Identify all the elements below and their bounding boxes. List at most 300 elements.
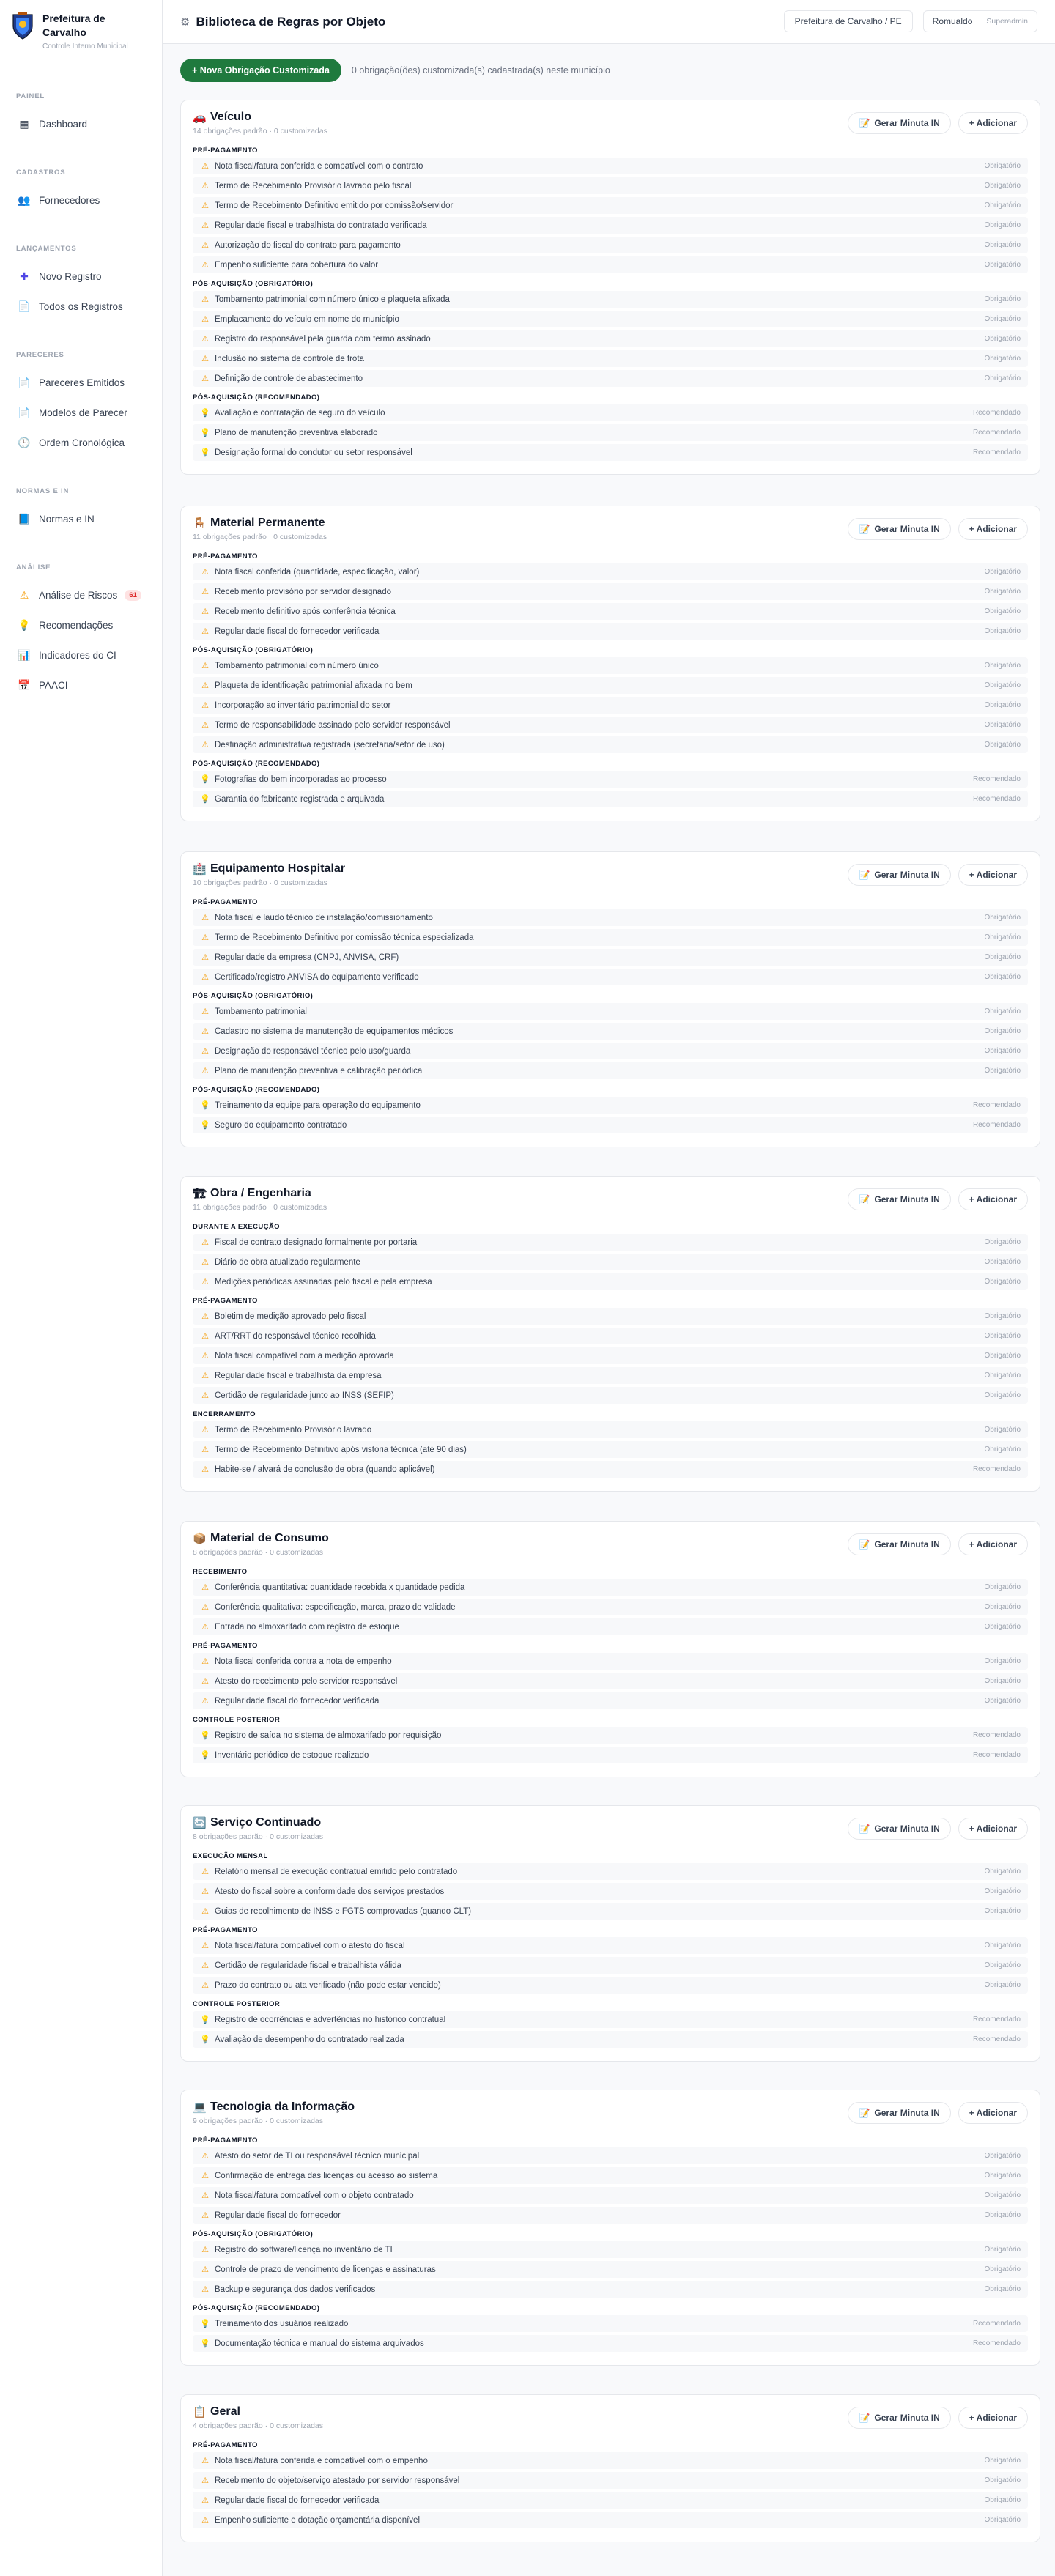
- computer-icon: 💻: [193, 2101, 207, 2114]
- coat-of-arms-icon: [10, 12, 35, 41]
- lightbulb-icon: 💡: [200, 775, 210, 784]
- group-label: PÓS-AQUISIÇÃO (RECOMENDADO): [193, 2304, 320, 2312]
- rule-row: [193, 2147, 1028, 2164]
- lightbulb-icon: 💡: [200, 1751, 210, 1760]
- rule-text: Inclusão no sistema de controle de frota: [215, 354, 364, 363]
- generate-draft-label: Gerar Minuta IN: [874, 2413, 940, 2423]
- rule-status-tag: Recomendado: [972, 429, 1021, 437]
- nav-section: [0, 169, 162, 215]
- rule-status-tag: Obrigatório: [984, 2246, 1021, 2254]
- generate-draft-button[interactable]: [848, 1818, 950, 1840]
- warning-icon: ⚠: [201, 1067, 209, 1076]
- rule-text: Nota fiscal/fatura conferida e compatível com o empenho: [215, 2456, 428, 2465]
- warning-icon: ⚠: [201, 1258, 209, 1267]
- generate-draft-button[interactable]: [848, 1188, 950, 1210]
- group-label: PÓS-AQUISIÇÃO (OBRIGATÓRIO): [193, 646, 314, 654]
- sidebar-item-label: Normas e IN: [39, 514, 95, 525]
- new-custom-obligation-button[interactable]: + Nova Obrigação Customizada: [180, 59, 341, 82]
- sidebar-item-label: Ordem Cronológica: [39, 437, 125, 448]
- rule-text: Regularidade fiscal do fornecedor verificada: [215, 626, 380, 636]
- brand-name-line1: Prefeitura de: [42, 12, 106, 24]
- card-obligation-count: 9 obrigações padrão · 0 customizadas: [193, 2117, 324, 2125]
- rule-status-tag: Obrigatório: [984, 2457, 1021, 2465]
- card-title-text: Tecnologia da Informação: [210, 2101, 355, 2113]
- rule-status-tag: Obrigatório: [984, 721, 1021, 729]
- package-icon: 📦: [193, 1533, 207, 1545]
- warning-icon: ⚠: [201, 241, 209, 250]
- rule-text: Registro de ocorrências e advertências no histórico contratual: [215, 2015, 446, 2024]
- rule-text: Fotografias do bem incorporadas ao processo: [215, 774, 387, 784]
- rule-status-tag: Recomendado: [972, 1731, 1021, 1739]
- sidebar-item-pareceres-emitidos[interactable]: [0, 368, 162, 398]
- rule-text: Certidão de regularidade fiscal e trabalhista válida: [215, 1961, 402, 1970]
- rule-status-tag: Obrigatório: [984, 568, 1021, 576]
- chart-icon: 📊: [18, 649, 31, 661]
- construction-icon: 🏗: [193, 1188, 207, 1200]
- rule-text: Designação do responsável técnico pelo uso/guarda: [215, 1046, 411, 1056]
- rule-row: [193, 929, 1028, 946]
- rule-row: [193, 1883, 1028, 1900]
- rule-status-tag: Obrigatório: [984, 2172, 1021, 2180]
- warning-icon: ⚠: [201, 1027, 209, 1036]
- warning-icon: ⚠: [201, 295, 209, 304]
- rule-row: [193, 1062, 1028, 1079]
- rule-text: Tombamento patrimonial: [215, 1007, 307, 1016]
- generate-draft-label: Gerar Minuta IN: [874, 118, 940, 128]
- risk-count-badge: 61: [125, 590, 141, 601]
- warning-icon: ⚠: [201, 701, 209, 710]
- rule-status-tag: Obrigatório: [984, 1887, 1021, 1895]
- generate-draft-button[interactable]: [848, 518, 950, 540]
- rule-row: [193, 197, 1028, 214]
- sidebar-item-indicadores-do-ci[interactable]: [0, 640, 162, 670]
- add-obligation-button[interactable]: + Adicionar: [958, 1188, 1028, 1210]
- rule-row: [193, 1747, 1028, 1763]
- rule-text: Nota fiscal e laudo técnico de instalação/comissionamento: [215, 913, 433, 922]
- rule-row: [193, 1234, 1028, 1251]
- rule-text: ART/RRT do responsável técnico recolhida: [215, 1331, 376, 1341]
- rule-row: [193, 791, 1028, 807]
- rule-text: Destinação administrativa registrada (secretaria/setor de uso): [215, 740, 445, 750]
- user-name: Romualdo: [932, 16, 973, 26]
- rule-status-tag: Obrigatório: [984, 1623, 1021, 1631]
- rule-row: [193, 1308, 1028, 1325]
- rule-card: [180, 100, 1040, 475]
- rule-row: [193, 2335, 1028, 2352]
- rule-row: [193, 1421, 1028, 1438]
- municipality-selector[interactable]: Prefeitura de Carvalho / PE: [784, 10, 913, 32]
- rule-text: Treinamento dos usuários realizado: [215, 2319, 349, 2328]
- sidebar: [0, 0, 163, 2576]
- rule-status-tag: Obrigatório: [984, 2516, 1021, 2524]
- rule-text: Recebimento definitivo após conferência técnica: [215, 607, 396, 616]
- rule-row: [193, 1863, 1028, 1880]
- rule-text: Emplacamento do veículo em nome do município: [215, 314, 399, 324]
- rule-row: [193, 2452, 1028, 2469]
- rule-status-tag: Obrigatório: [984, 335, 1021, 343]
- lightbulb-icon: 💡: [200, 795, 210, 804]
- rule-row: [193, 623, 1028, 640]
- rule-row: [193, 311, 1028, 327]
- rule-status-tag: Recomendado: [972, 1465, 1021, 1473]
- card-obligation-count: 14 obrigações padrão · 0 customizadas: [193, 127, 327, 136]
- rule-row: [193, 2167, 1028, 2184]
- card-title-text: Serviço Continuado: [210, 1816, 322, 1829]
- rule-text: Cadastro no sistema de manutenção de equipamentos médicos: [215, 1026, 454, 1036]
- rule-text: Plano de manutenção preventiva elaborado: [215, 428, 378, 437]
- rule-text: Tombamento patrimonial com número único: [215, 661, 379, 670]
- document-icon: 📝: [859, 1194, 870, 1204]
- rule-row: [193, 736, 1028, 753]
- warning-icon: ⚠: [201, 953, 209, 962]
- card-header: [193, 517, 1028, 541]
- rule-row: [193, 697, 1028, 714]
- rule-row: [193, 1023, 1028, 1040]
- rule-status-tag: Obrigatório: [984, 953, 1021, 961]
- card-body: [193, 2430, 1028, 2542]
- rule-status-tag: Obrigatório: [984, 1446, 1021, 1454]
- rule-text: Termo de Recebimento Definitivo após vistoria técnica (até 90 dias): [215, 1445, 467, 1454]
- generate-draft-button[interactable]: [848, 864, 950, 886]
- rule-status-tag: Obrigatório: [984, 261, 1021, 269]
- users-icon: 👥: [18, 194, 31, 206]
- sidebar-item-normas-e-in[interactable]: [0, 504, 162, 534]
- sidebar-item-label: Recomendações: [39, 620, 114, 631]
- group-label: PÓS-AQUISIÇÃO (RECOMENDADO): [193, 760, 320, 768]
- add-obligation-button[interactable]: + Adicionar: [958, 2102, 1028, 2124]
- rule-status-tag: Obrigatório: [984, 355, 1021, 363]
- rule-row: [193, 370, 1028, 387]
- rule-row: [193, 909, 1028, 926]
- rule-status-tag: Obrigatório: [984, 741, 1021, 749]
- clock-icon: 🕒: [18, 437, 31, 448]
- rule-text: Empenho suficiente para cobertura do valor: [215, 260, 379, 270]
- rule-status-tag: Obrigatório: [984, 1697, 1021, 1705]
- card-actions: [848, 864, 1028, 886]
- warning-icon: ⚠: [201, 681, 209, 690]
- rule-text: Guias de recolhimento de INSS e FGTS comprovadas (quando CLT): [215, 1906, 472, 1916]
- rule-status-tag: Obrigatório: [984, 914, 1021, 922]
- card-title-text: Obra / Engenharia: [210, 1187, 311, 1199]
- nav-section: [0, 245, 162, 322]
- warning-icon: ⚠: [201, 1677, 209, 1686]
- nav-heading: NORMAS E IN: [16, 487, 70, 495]
- warning-icon: ⚠: [201, 2246, 209, 2254]
- rule-row: [193, 1903, 1028, 1920]
- lightbulb-icon: 💡: [200, 2320, 210, 2328]
- rule-text: Inventário periódico de estoque realizado: [215, 1750, 369, 1760]
- rule-status-tag: Obrigatório: [984, 662, 1021, 670]
- rule-status-tag: Obrigatório: [984, 1391, 1021, 1399]
- rule-text: Relatório mensal de execução contratual emitido pelo contratado: [215, 1867, 458, 1876]
- sidebar-item-label: Dashboard: [39, 119, 88, 130]
- warning-icon: ⚠: [201, 2191, 209, 2200]
- rule-status-tag: Recomendado: [972, 2016, 1021, 2024]
- rule-status-tag: Obrigatório: [984, 1047, 1021, 1055]
- sidebar-item-novo-registro[interactable]: [0, 262, 162, 292]
- warning-icon: ⚠: [201, 315, 209, 324]
- rule-text: Regularidade fiscal e trabalhista do contratado verificada: [215, 221, 427, 230]
- rule-text: Avaliação e contratação de seguro do veículo: [215, 408, 385, 418]
- sidebar-item-paaci[interactable]: [0, 670, 162, 700]
- rule-text: Conferência quantitativa: quantidade recebida x quantidade pedida: [215, 1583, 465, 1592]
- rule-row: [193, 969, 1028, 985]
- rule-status-tag: Obrigatório: [984, 1942, 1021, 1950]
- rule-text: Nota fiscal conferida contra a nota de empenho: [215, 1657, 392, 1666]
- rule-row: [193, 1347, 1028, 1364]
- warning-icon: ⚠: [201, 2476, 209, 2485]
- rule-status-tag: Obrigatório: [984, 1278, 1021, 1286]
- document-icon: 📄: [18, 300, 31, 312]
- rule-text: Atesto do recebimento pelo servidor responsável: [215, 1676, 398, 1686]
- rule-status-tag: Obrigatório: [984, 1258, 1021, 1266]
- card-body: [193, 1841, 1028, 2061]
- sidebar-item-todos-os-registros[interactable]: [0, 292, 162, 322]
- card-body: [193, 887, 1028, 1147]
- document-icon: 📄: [18, 407, 31, 418]
- rule-status-tag: Recomendado: [972, 1121, 1021, 1129]
- rule-status-tag: Obrigatório: [984, 182, 1021, 190]
- warning-icon: ⚠: [201, 1887, 209, 1896]
- card-actions: [848, 1188, 1028, 1210]
- warning-icon: ⚠: [201, 607, 209, 616]
- rule-status-tag: Obrigatório: [984, 1583, 1021, 1591]
- warning-icon: ⚠: [201, 261, 209, 270]
- group-label: EXECUÇÃO MENSAL: [193, 1852, 268, 1860]
- nav-section: [0, 487, 162, 534]
- card-actions: [848, 518, 1028, 540]
- rule-text: Nota fiscal compatível com a medição aprovada: [215, 1351, 394, 1361]
- warning-icon: ⚠: [201, 1047, 209, 1056]
- rule-text: Registro do responsável pela guarda com termo assinado: [215, 334, 431, 344]
- rule-text: Habite-se / alvará de conclusão de obra (quando aplicável): [215, 1465, 435, 1474]
- warning-icon: ⚠: [201, 162, 209, 171]
- add-obligation-button[interactable]: + Adicionar: [958, 1818, 1028, 1840]
- rule-row: [193, 158, 1028, 174]
- sidebar-item-modelos-de-parecer[interactable]: [0, 398, 162, 428]
- rule-row: [193, 1957, 1028, 1974]
- card-title-text: Equipamento Hospitalar: [210, 862, 346, 875]
- sidebar-item-label: Novo Registro: [39, 271, 102, 282]
- card-body: [193, 1557, 1028, 1777]
- custom-obligations-count: 0 obrigação(ões) customizada(s) cadastrada(s) neste município: [351, 65, 610, 75]
- rule-status-tag: Obrigatório: [984, 1067, 1021, 1075]
- rule-row: [193, 1387, 1028, 1404]
- sidebar-item-analise-de-riscos[interactable]: [0, 580, 162, 610]
- rule-text: Conferência qualitativa: especificação, marca, prazo de validade: [215, 1602, 456, 1612]
- lightbulb-icon: 💡: [200, 2339, 210, 2348]
- rule-text: Backup e segurança dos dados verificados: [215, 2284, 376, 2294]
- nav-heading: LANÇAMENTOS: [16, 245, 77, 253]
- card-actions: [848, 2407, 1028, 2429]
- group-label: PRÉ-PAGAMENTO: [193, 2441, 258, 2449]
- generate-draft-label: Gerar Minuta IN: [874, 524, 940, 534]
- rule-row: [193, 717, 1028, 733]
- document-icon: 📝: [859, 1824, 870, 1834]
- generate-draft-button[interactable]: [848, 2102, 950, 2124]
- warning-icon: ⚠: [201, 1907, 209, 1916]
- rule-row: [193, 657, 1028, 674]
- rule-status-tag: Recomendado: [972, 775, 1021, 783]
- rule-text: Designação formal do condutor ou setor responsável: [215, 448, 412, 457]
- group-label: PRÉ-PAGAMENTO: [193, 1642, 258, 1650]
- rule-row: [193, 771, 1028, 788]
- generate-draft-label: Gerar Minuta IN: [874, 1194, 940, 1204]
- nav-heading: CADASTROS: [16, 169, 66, 177]
- card-header: [193, 2101, 1028, 2125]
- topbar: [163, 0, 1055, 44]
- document-icon: 📝: [859, 2413, 870, 2423]
- rule-text: Autorização do fiscal do contrato para pagamento: [215, 240, 401, 250]
- action-bar: [180, 59, 610, 82]
- warning-icon: ⚠: [201, 1583, 209, 1592]
- rule-text: Nota fiscal/fatura compatível com o objeto contratado: [215, 2191, 414, 2200]
- rule-status-tag: Obrigatório: [984, 2265, 1021, 2273]
- warning-icon: ⚠: [201, 2285, 209, 2294]
- rule-text: Treinamento da equipe para operação do equipamento: [215, 1100, 421, 1110]
- user-menu[interactable]: [923, 10, 1037, 32]
- rule-row: [193, 1692, 1028, 1709]
- warning-icon: ⚠: [201, 2457, 209, 2465]
- rule-status-tag: Obrigatório: [984, 1677, 1021, 1685]
- group-label: PÓS-AQUISIÇÃO (OBRIGATÓRIO): [193, 2230, 314, 2238]
- nav-heading: PAINEL: [16, 92, 45, 100]
- group-label: PÓS-AQUISIÇÃO (RECOMENDADO): [193, 393, 320, 401]
- rule-status-tag: Recomendado: [972, 2339, 1021, 2347]
- rule-text: Fiscal de contrato designado formalmente por portaria: [215, 1237, 418, 1247]
- gear-icon: ⚙: [180, 15, 190, 29]
- warning-icon: ⚠: [201, 1238, 209, 1247]
- sidebar-item-label: Análise de Riscos: [39, 590, 118, 601]
- rule-row: [193, 2281, 1028, 2298]
- generate-draft-button[interactable]: [848, 2407, 950, 2429]
- rule-text: Nota fiscal conferida (quantidade, especificação, valor): [215, 567, 420, 577]
- group-label: DURANTE A EXECUÇÃO: [193, 1223, 280, 1231]
- generate-draft-button[interactable]: [848, 1533, 950, 1555]
- rule-row: [193, 2261, 1028, 2278]
- nav-heading: ANÁLISE: [16, 563, 51, 571]
- warning-icon: ⚠: [201, 1868, 209, 1876]
- sidebar-item-recomendacoes[interactable]: [0, 610, 162, 640]
- rule-text: Regularidade fiscal do fornecedor: [215, 2210, 341, 2220]
- rule-card: [180, 1176, 1040, 1492]
- rule-status-tag: Obrigatório: [984, 1603, 1021, 1611]
- rule-text: Medições periódicas assinadas pelo fiscal e pela empresa: [215, 1277, 432, 1287]
- rule-card: [180, 851, 1040, 1147]
- warning-icon: ⚠: [201, 201, 209, 210]
- warning-icon: ⚠: [201, 2516, 209, 2525]
- card-obligation-count: 4 obrigações padrão · 0 customizadas: [193, 2421, 324, 2430]
- rule-row: [193, 256, 1028, 273]
- book-icon: 📘: [18, 513, 31, 525]
- rule-status-tag: Obrigatório: [984, 2496, 1021, 2504]
- user-role: Superadmin: [980, 13, 1034, 29]
- rule-card: [180, 1805, 1040, 2062]
- warning-icon: ⚠: [201, 721, 209, 730]
- card-obligation-count: 8 obrigações padrão · 0 customizadas: [193, 1548, 324, 1557]
- card-title-text: Veículo: [210, 111, 252, 123]
- rule-row: [193, 1003, 1028, 1020]
- rule-row: [193, 1254, 1028, 1270]
- warning-icon: ⚠: [201, 1391, 209, 1400]
- warning-icon: ⚠: [201, 355, 209, 363]
- add-obligation-button[interactable]: + Adicionar: [958, 112, 1028, 134]
- sidebar-item-ordem-cronologica[interactable]: [0, 428, 162, 458]
- warning-icon: ⚠: [201, 1942, 209, 1950]
- sidebar-item-fornecedores[interactable]: [0, 185, 162, 215]
- generate-draft-button[interactable]: [848, 112, 950, 134]
- rule-row: [193, 1673, 1028, 1689]
- rule-row: [193, 2187, 1028, 2204]
- document-icon: 📄: [18, 377, 31, 388]
- rule-status-tag: Obrigatório: [984, 588, 1021, 596]
- add-obligation-button[interactable]: + Adicionar: [958, 1533, 1028, 1555]
- rule-text: Empenho suficiente e dotação orçamentária disponível: [215, 2515, 421, 2525]
- rule-row: [193, 2512, 1028, 2528]
- warning-icon: ⚠: [201, 1657, 209, 1666]
- warning-icon: ⚠: [201, 335, 209, 344]
- rule-text: Regularidade fiscal e trabalhista da empresa: [215, 1371, 382, 1380]
- add-obligation-button[interactable]: + Adicionar: [958, 2407, 1028, 2429]
- rule-status-tag: Obrigatório: [984, 2211, 1021, 2219]
- rule-status-tag: Obrigatório: [984, 1312, 1021, 1320]
- generate-draft-label: Gerar Minuta IN: [874, 1824, 940, 1834]
- warning-icon: ⚠: [201, 2172, 209, 2180]
- sidebar-item-dashboard[interactable]: [0, 109, 162, 139]
- warning-icon: ⚠: [201, 1981, 209, 1990]
- page-title: Biblioteca de Regras por Objeto: [196, 14, 386, 29]
- rule-status-tag: Obrigatório: [984, 2191, 1021, 2199]
- rule-row: [193, 1441, 1028, 1458]
- card-body: [193, 541, 1028, 821]
- rule-row: [193, 583, 1028, 600]
- rule-text: Tombamento patrimonial com número único e plaqueta afixada: [215, 295, 450, 304]
- card-header: [193, 1187, 1028, 1212]
- rule-text: Controle de prazo de vencimento de licenças e assinaturas: [215, 2265, 436, 2274]
- rule-row: [193, 1727, 1028, 1744]
- add-obligation-button[interactable]: + Adicionar: [958, 518, 1028, 540]
- rule-status-tag: Obrigatório: [984, 1352, 1021, 1360]
- rule-text: Confirmação de entrega das licenças ou acesso ao sistema: [215, 2171, 438, 2180]
- warning-icon: ⚠: [201, 933, 209, 942]
- card-header: [193, 1532, 1028, 1557]
- add-obligation-button[interactable]: + Adicionar: [958, 864, 1028, 886]
- nav-section: [0, 92, 162, 139]
- sidebar-item-label: Todos os Registros: [39, 301, 123, 312]
- card-header: [193, 111, 1028, 136]
- card-header: [193, 1816, 1028, 1841]
- card-actions: [848, 2102, 1028, 2124]
- card-obligation-count: 10 obrigações padrão · 0 customizadas: [193, 878, 327, 887]
- brand-name-line2: Carvalho: [42, 26, 86, 38]
- rule-status-tag: Obrigatório: [984, 315, 1021, 323]
- rule-text: Termo de Recebimento Provisório lavrado pelo fiscal: [215, 181, 412, 190]
- warning-icon: ⚠: [201, 182, 209, 190]
- card-title-text: Material de Consumo: [210, 1532, 329, 1544]
- rule-text: Termo de responsabilidade assinado pelo servidor responsável: [215, 720, 451, 730]
- rule-text: Seguro do equipamento contratado: [215, 1120, 347, 1130]
- rule-text: Registro de saída no sistema de almoxarifado por requisição: [215, 1731, 442, 1740]
- rule-text: Recebimento provisório por servidor designado: [215, 587, 391, 596]
- lightbulb-icon: 💡: [200, 429, 210, 437]
- lightbulb-icon: 💡: [200, 1731, 210, 1740]
- rule-text: Nota fiscal/fatura conferida e compatível com o contrato: [215, 161, 423, 171]
- generate-draft-label: Gerar Minuta IN: [874, 1539, 940, 1550]
- warning-icon: ⚠: [201, 627, 209, 636]
- rule-text: Termo de Recebimento Definitivo por comissão técnica especializada: [215, 933, 474, 942]
- rule-row: [193, 2492, 1028, 2509]
- rule-status-tag: Obrigatório: [984, 933, 1021, 941]
